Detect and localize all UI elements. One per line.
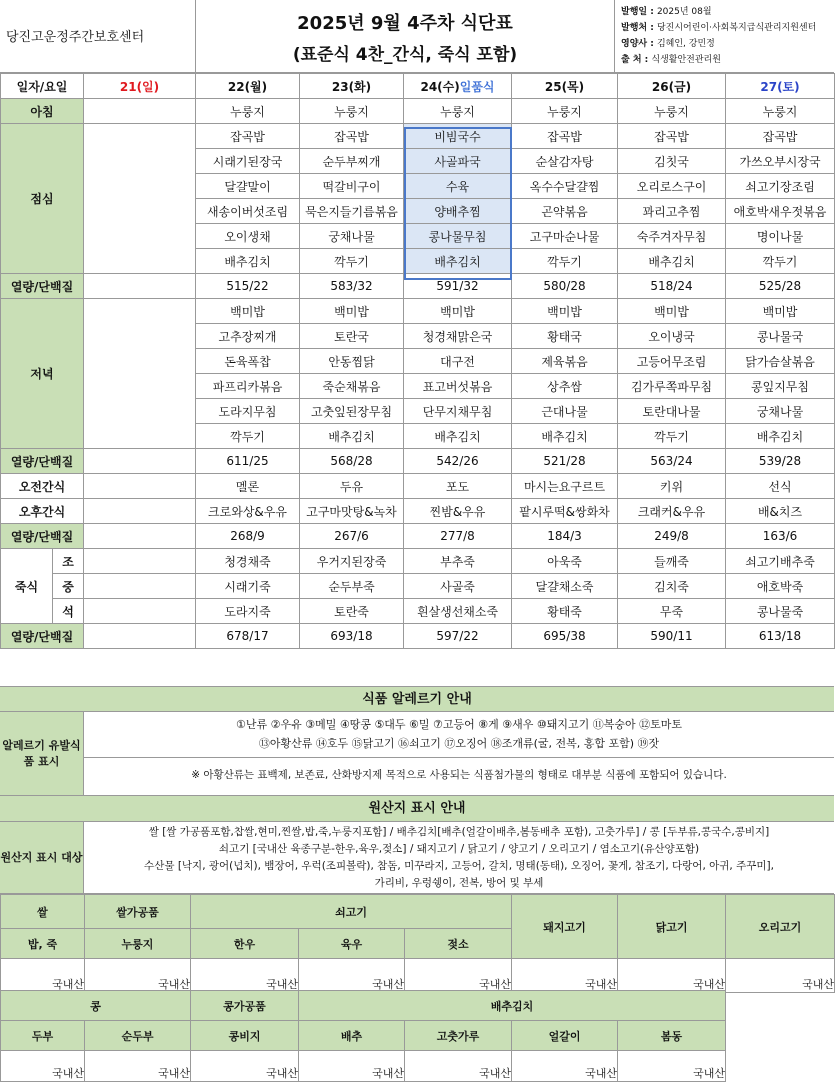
- lunch-calorie-value: 525/28: [726, 274, 835, 299]
- dinner-item: 백미밥: [512, 299, 618, 324]
- porridge-item: 순두부죽: [300, 574, 404, 599]
- pub-date: 2025년 08월: [656, 7, 712, 17]
- dinner-calorie-value: 568/28: [300, 449, 404, 474]
- lunch-item: 떡갈비구이: [300, 174, 404, 199]
- allergy-content: [84, 712, 834, 795]
- porridge-meal-seok: 석: [53, 599, 84, 624]
- lunch-item: 배추김치: [196, 249, 300, 274]
- origin-value: 국내산: [299, 1051, 405, 1082]
- origin-pork-header: 돼지고기: [512, 895, 618, 959]
- dinner-item: 배추김치: [404, 424, 512, 449]
- origin-rice-proc-header: 쌀가공품: [85, 895, 191, 929]
- dinner-item: 오이냉국: [618, 324, 726, 349]
- origin-line1: 쌀 [쌀 가공품포함,찹쌀,현미,찐쌀,밥,죽,누룽지포함] / 배추김치[배추(얼갈이배추,봄동배추 포함), 고춧가루] / 콩 [두부류,콩국수,콩비지]: [148, 826, 770, 838]
- breakfast-item: 누룽지: [726, 99, 835, 124]
- lunch-sunday-blank: [84, 124, 196, 274]
- lunch-row: [1, 124, 835, 149]
- origin-bomdong: 봄동: [618, 1021, 726, 1051]
- porridge-item: 콩나물죽: [726, 599, 835, 624]
- header: [0, 0, 834, 73]
- lunch-item: 오리로스구이: [618, 174, 726, 199]
- dinner-item: 토란국: [300, 324, 404, 349]
- dinner-calorie-value: 539/28: [726, 449, 835, 474]
- breakfast-item: 누룽지: [300, 99, 404, 124]
- origin-kimchi-header: 배추김치: [299, 991, 726, 1021]
- am-snack-item: 두유: [300, 474, 404, 499]
- origin-hanwoo: 한우: [191, 929, 299, 959]
- lunch-item: 깍두기: [300, 249, 404, 274]
- breakfast-item: 누룽지: [618, 99, 726, 124]
- dinner-item: 도라지무침: [196, 399, 300, 424]
- am-snack-item: 포도: [404, 474, 512, 499]
- allergy-line1: ①난류 ②우유 ③메밀 ④땅콩 ⑤대두 ⑥밀 ⑦고등어 ⑧게 ⑨새우 ⑩돼지고기 ⑪복숭아 ⑫토마토: [236, 718, 682, 731]
- dinner-item: 배추김치: [726, 424, 835, 449]
- snack-calorie-value: 277/8: [404, 524, 512, 549]
- lunch-item: 달걀말이: [196, 174, 300, 199]
- origin-value: 국내산: [618, 1051, 726, 1082]
- breakfast-item: 누룽지: [512, 99, 618, 124]
- pm-snack-row: [1, 499, 835, 524]
- am-snack-label: 오전간식: [1, 474, 84, 499]
- dinner-item: 근대나물: [512, 399, 618, 424]
- lunch-item: 꽈리고추찜: [618, 199, 726, 224]
- origin-value: 국내산: [85, 1051, 191, 1082]
- lunch-item: 고구마순나물: [512, 224, 618, 249]
- dinner-item: 고추장찌개: [196, 324, 300, 349]
- porridge-item: 시래기죽: [196, 574, 300, 599]
- dinner-item: 콩잎지무침: [726, 374, 835, 399]
- dinner-item: 고춧잎된장무침: [300, 399, 404, 424]
- lunch-item: 사골파국: [404, 149, 512, 174]
- pub-date-label: 발행일 :: [621, 7, 657, 17]
- porridge-item: 무죽: [618, 599, 726, 624]
- lunch-item: 숙주겨자무침: [618, 224, 726, 249]
- pm-snack-item: 배&치즈: [726, 499, 835, 524]
- porridge-calorie-row: [1, 624, 835, 649]
- lunch-item: 양배추찜: [404, 199, 512, 224]
- porridge-item: 달걀채소죽: [512, 574, 618, 599]
- porridge-calorie-value: 590/11: [618, 624, 726, 649]
- source-label: 출 처 :: [621, 55, 652, 65]
- origin-value: 국내산: [405, 959, 512, 993]
- dinner-calorie-label: 열량/단백질: [1, 449, 84, 474]
- breakfast-row: [1, 99, 835, 124]
- pm-snack-label: 오후간식: [1, 499, 84, 524]
- origin-header: 원산지 표시 안내: [0, 796, 834, 822]
- porridge-calorie-value: 695/38: [512, 624, 618, 649]
- origin-bean-header: 콩: [1, 991, 191, 1021]
- origin-blank-3: [726, 1051, 835, 1082]
- dinner-item: 김가루쪽파무침: [618, 374, 726, 399]
- origin-beef-header: 쇠고기: [191, 895, 512, 929]
- origin-value: 국내산: [299, 959, 405, 993]
- lunch-item: 쇠고기장조림: [726, 174, 835, 199]
- publication-info: [621, 4, 816, 68]
- dinner-item: 상추쌈: [512, 374, 618, 399]
- center-name: 당진고운정주간보호센터: [6, 30, 145, 45]
- porridge-item: 아욱죽: [512, 549, 618, 574]
- lunch-item: 순두부찌개: [300, 149, 404, 174]
- lunch-item: 잡곡밥: [300, 124, 404, 149]
- lunch-label: 점심: [1, 124, 84, 274]
- lunch-calorie-label: 열량/단백질: [1, 274, 84, 299]
- lunch-item: 김칫국: [618, 149, 726, 174]
- origin-duck-header: 오리고기: [726, 895, 835, 959]
- lunch-item: 배추김치: [618, 249, 726, 274]
- dinner-row: [1, 299, 835, 324]
- dinner-item: 죽순채볶음: [300, 374, 404, 399]
- origin-nurungji: 누룽지: [85, 929, 191, 959]
- porridge-item: 청경채죽: [196, 549, 300, 574]
- origin-chicken-header: 닭고기: [618, 895, 726, 959]
- origin-content: [84, 822, 834, 893]
- origin-value: 국내산: [618, 959, 726, 993]
- porridge-row: [1, 549, 835, 574]
- pm-snack-item: 고구마맛탕&녹차: [300, 499, 404, 524]
- origin-value: 국내산: [726, 959, 835, 993]
- porridge-item: 애호박죽: [726, 574, 835, 599]
- lunch-item: 명이나물: [726, 224, 835, 249]
- day-27: 27(토): [726, 74, 835, 99]
- origin-value: 국내산: [85, 959, 191, 993]
- porridge-sunday: [84, 574, 196, 599]
- lunch-item: 비빔국수: [404, 124, 512, 149]
- nutritionist: 김혜인, 강민정: [656, 39, 715, 49]
- snack-calorie-row: [1, 524, 835, 549]
- am-snack-row: [1, 474, 835, 499]
- snack-calorie-value: 268/9: [196, 524, 300, 549]
- publisher: 당진시어린이·사회복지급식관리지원센터: [656, 23, 817, 33]
- dinner-item: 표고버섯볶음: [404, 374, 512, 399]
- porridge-sunday: [84, 599, 196, 624]
- lunch-item: 묵은지들기름볶음: [300, 199, 404, 224]
- dinner-item: 백미밥: [726, 299, 835, 324]
- dinner-item: 황태국: [512, 324, 618, 349]
- dinner-item: 단무지채무침: [404, 399, 512, 424]
- day-26: 26(금): [618, 74, 726, 99]
- origin-line3: 수산물 [낙지, 광어(넙치), 뱀장어, 우럭(조피볼락), 참돔, 미꾸라지, 고등어, 갈치, 명태(동태), 오징어, 꽃게, 참조기, 다랑어, 아귀, 주꾸미],: [144, 860, 774, 872]
- dinner-item: 닭가슴살볶음: [726, 349, 835, 374]
- day-21: 21(일): [84, 74, 196, 99]
- lunch-calorie-value: 518/24: [618, 274, 726, 299]
- breakfast-sunday: [84, 99, 196, 124]
- origin-tofu: 두부: [1, 1021, 85, 1051]
- dinner-item: 배추김치: [512, 424, 618, 449]
- day-24: [404, 74, 512, 99]
- dinner-item: 백미밥: [196, 299, 300, 324]
- porridge-item: 토란죽: [300, 599, 404, 624]
- porridge-item: 들깨죽: [618, 549, 726, 574]
- dinner-calorie-value: 611/25: [196, 449, 300, 474]
- title-box: [195, 0, 615, 73]
- am-snack-item: 멜론: [196, 474, 300, 499]
- allergy-section: [0, 686, 834, 894]
- snack-calorie-value: 267/6: [300, 524, 404, 549]
- publisher-label: 발행처 :: [621, 23, 657, 33]
- page-title: 2025년 9월 4주차 식단표: [297, 13, 513, 34]
- porridge-item: 황태죽: [512, 599, 618, 624]
- lunch-item: 깍두기: [512, 249, 618, 274]
- dinner-calorie-row: [1, 449, 835, 474]
- dinner-item: 안동찜닭: [300, 349, 404, 374]
- source: 식생활안전관리원: [651, 55, 721, 65]
- dinner-item: 제육볶음: [512, 349, 618, 374]
- origin-value: 국내산: [512, 1051, 618, 1082]
- porridge-meal-jung: 중: [53, 574, 84, 599]
- allergy-row: [0, 712, 834, 796]
- day-24-special: 일품식: [459, 79, 495, 94]
- lunch-item: 잡곡밥: [512, 124, 618, 149]
- dinner-item: 백미밥: [300, 299, 404, 324]
- lunch-item: 잡곡밥: [726, 124, 835, 149]
- porridge-item: 우거지된장죽: [300, 549, 404, 574]
- origin-row: [0, 822, 834, 894]
- lunch-item: 오이생채: [196, 224, 300, 249]
- lunch-item: 가쓰오부시장국: [726, 149, 835, 174]
- lunch-item: 깍두기: [726, 249, 835, 274]
- origin-line2: 쇠고기 [국내산 육종구분-한우,육우,젖소] / 돼지고기 / 닭고기 / 양고기 / 오리고기 / 염소고기(유산양포함): [218, 843, 700, 855]
- lunch-item: 순살감자탕: [512, 149, 618, 174]
- allergy-header: 식품 알레르기 안내: [0, 686, 834, 712]
- porridge-calorie-sunday: [84, 624, 196, 649]
- menu-table: [0, 73, 835, 649]
- day-header-row: [1, 74, 835, 99]
- lunch-item: 곤약볶음: [512, 199, 618, 224]
- day-25: 25(목): [512, 74, 618, 99]
- lunch-item: 콩나물무침: [404, 224, 512, 249]
- origin-soontofu: 순두부: [85, 1021, 191, 1051]
- dinner-item: 콩나물국: [726, 324, 835, 349]
- lunch-item: 궁채나물: [300, 224, 404, 249]
- dinner-item: 백미밥: [404, 299, 512, 324]
- dinner-calorie-sunday: [84, 449, 196, 474]
- dinner-calorie-value: 563/24: [618, 449, 726, 474]
- breakfast-item: 누룽지: [196, 99, 300, 124]
- day-23: 23(화): [300, 74, 404, 99]
- snack-calorie-sunday: [84, 524, 196, 549]
- breakfast-item: 누룽지: [404, 99, 512, 124]
- dinner-item: 깍두기: [618, 424, 726, 449]
- origin-rice-header: 쌀: [1, 895, 85, 929]
- pm-snack-item: 팥시루떡&쌍화차: [512, 499, 618, 524]
- lunch-calorie-sunday: [84, 274, 196, 299]
- origin-chili: 고춧가루: [405, 1021, 512, 1051]
- lunch-item: 수육: [404, 174, 512, 199]
- dinner-item: 고등어무조림: [618, 349, 726, 374]
- origin-rice-sub: 밥, 죽: [1, 929, 85, 959]
- lunch-item: 시래기된장국: [196, 149, 300, 174]
- origin-blank: [726, 991, 835, 1021]
- porridge-item: 쇠고기배추죽: [726, 549, 835, 574]
- day-24-date: 24(수): [420, 79, 460, 94]
- origin-value: 국내산: [191, 1051, 299, 1082]
- am-snack-item: 선식: [726, 474, 835, 499]
- origin-table-meat: [0, 894, 835, 993]
- origin-value: 국내산: [405, 1051, 512, 1082]
- porridge-item: 부추죽: [404, 549, 512, 574]
- lunch-item: 새송이버섯조림: [196, 199, 300, 224]
- origin-jeotso: 젖소: [405, 929, 512, 959]
- am-snack-sunday: [84, 474, 196, 499]
- page-subtitle: (표준식 4찬_간식, 죽식 포함): [292, 45, 518, 65]
- pm-snack-item: 크로와상&우유: [196, 499, 300, 524]
- lunch-item: 배추김치: [404, 249, 512, 274]
- porridge-label: 죽식: [1, 549, 53, 624]
- allergy-note: ※ 아황산류는 표백제, 보존료, 산화방지제 목적으로 사용되는 식품첨가물의 형태로 대부분 식품에 포함되어 있습니다.: [84, 757, 834, 792]
- porridge-meal-jo: 조: [53, 549, 84, 574]
- porridge-row: [1, 574, 835, 599]
- dinner-item: 백미밥: [618, 299, 726, 324]
- origin-blank-2: [726, 1021, 835, 1051]
- porridge-calorie-label: 열량/단백질: [1, 624, 84, 649]
- snack-calorie-value: 249/8: [618, 524, 726, 549]
- snack-calorie-value: 184/3: [512, 524, 618, 549]
- origin-bean-proc-header: 콩가공품: [191, 991, 299, 1021]
- snack-calorie-value: 163/6: [726, 524, 835, 549]
- origin-eolgali: 얼갈이: [512, 1021, 618, 1051]
- origin-label: 원산지 표시 대상: [0, 822, 84, 893]
- dinner-calorie-value: 521/28: [512, 449, 618, 474]
- pm-snack-item: 찐밤&우유: [404, 499, 512, 524]
- lunch-calorie-value: 583/32: [300, 274, 404, 299]
- allergy-line2: ⑬아황산류 ⑭호두 ⑮닭고기 ⑯쇠고기 ⑰오징어 ⑱조개류(굴, 전복, 홍합 포함) ⑲잣: [258, 737, 660, 750]
- pm-snack-sunday: [84, 499, 196, 524]
- origin-cabbage: 배추: [299, 1021, 405, 1051]
- am-snack-item: 키위: [618, 474, 726, 499]
- porridge-calorie-value: 678/17: [196, 624, 300, 649]
- lunch-calorie-value: 591/32: [404, 274, 512, 299]
- porridge-item: 도라지죽: [196, 599, 300, 624]
- dinner-item: 궁채나물: [726, 399, 835, 424]
- lunch-item: 애호박새우젓볶음: [726, 199, 835, 224]
- porridge-item: 흰살생선채소죽: [404, 599, 512, 624]
- dinner-item: 대구전: [404, 349, 512, 374]
- porridge-item: 사골죽: [404, 574, 512, 599]
- dinner-item: 청경채맑은국: [404, 324, 512, 349]
- origin-biji: 콩비지: [191, 1021, 299, 1051]
- porridge-sunday: [84, 549, 196, 574]
- dinner-item: 배추김치: [300, 424, 404, 449]
- origin-value: 국내산: [1, 1051, 85, 1082]
- porridge-item: 김치죽: [618, 574, 726, 599]
- pm-snack-item: 크래커&우유: [618, 499, 726, 524]
- origin-value: 국내산: [1, 959, 85, 993]
- origin-yukwoo: 육우: [299, 929, 405, 959]
- lunch-calorie-value: 515/22: [196, 274, 300, 299]
- dinner-item: 돈육폭찹: [196, 349, 300, 374]
- porridge-calorie-value: 597/22: [404, 624, 512, 649]
- date-day-label: 일자/요일: [1, 74, 84, 99]
- origin-value: 국내산: [512, 959, 618, 993]
- origin-value: 국내산: [191, 959, 299, 993]
- lunch-calorie-value: 580/28: [512, 274, 618, 299]
- origin-table-bean: [0, 990, 835, 1082]
- am-snack-item: 마시는요구르트: [512, 474, 618, 499]
- day-22: 22(월): [196, 74, 300, 99]
- breakfast-label: 아침: [1, 99, 84, 124]
- dinner-item: 깍두기: [196, 424, 300, 449]
- lunch-calorie-row: [1, 274, 835, 299]
- allergy-label: 알레르기 유발식품 표시: [0, 712, 84, 795]
- porridge-row: [1, 599, 835, 624]
- nutritionist-label: 영양사 :: [621, 39, 657, 49]
- origin-line4: 가리비, 우렁쉥이, 전복, 방어 및 부세: [374, 877, 544, 889]
- dinner-sunday-blank: [84, 299, 196, 449]
- dinner-calorie-value: 542/26: [404, 449, 512, 474]
- porridge-calorie-value: 613/18: [726, 624, 835, 649]
- porridge-calorie-value: 693/18: [300, 624, 404, 649]
- lunch-item: 잡곡밥: [196, 124, 300, 149]
- lunch-item: 잡곡밥: [618, 124, 726, 149]
- snack-calorie-label: 열량/단백질: [1, 524, 84, 549]
- dinner-item: 토란대나물: [618, 399, 726, 424]
- lunch-item: 옥수수달걀찜: [512, 174, 618, 199]
- dinner-item: 파프리카볶음: [196, 374, 300, 399]
- dinner-label: 저녁: [1, 299, 84, 449]
